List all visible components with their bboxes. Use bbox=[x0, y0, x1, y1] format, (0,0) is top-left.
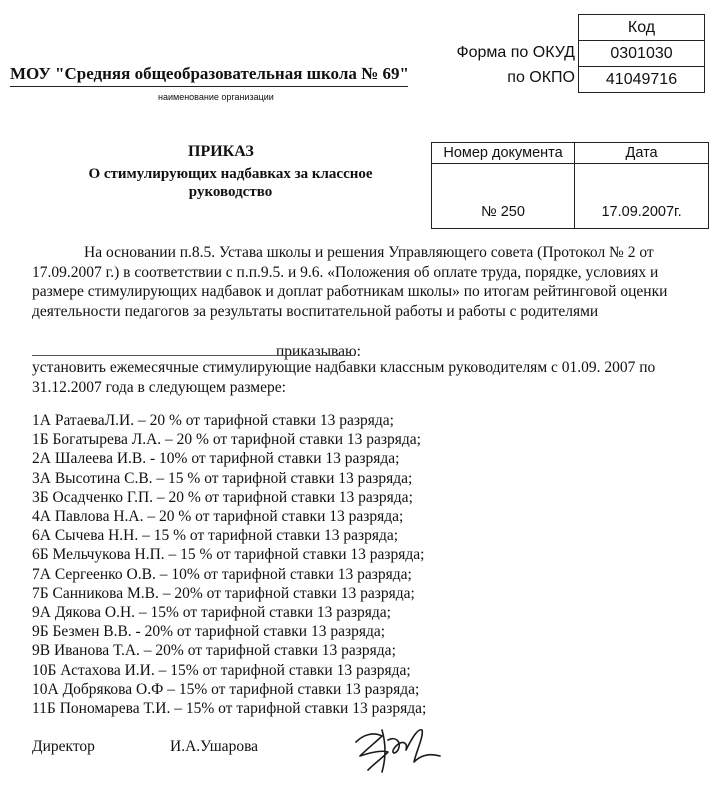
okpo-value: 41049716 bbox=[579, 67, 705, 93]
decision-text: установить ежемесячные стимулирующие надбавки классным руководителям с 01.09. 2007 по 31.12.2007 года в следующем размере: bbox=[32, 359, 656, 396]
basis-paragraph: На основании п.8.5. Устава школы и решения Управляющего совета (Протокол № 2 от 17.09.2007 г.) в соответствии с п.п.9.5. и 9.6. «Положения об оплате труда, порядке, условиях и размере стимулирующих надбавок и доплат работникам школы» по итогам рейтинговой оценки деятельности педагогов за результаты воспитательной работы и работы с родителями bbox=[32, 244, 668, 320]
number-header: Номер документа bbox=[432, 143, 575, 164]
document-number: № 250 bbox=[432, 164, 575, 229]
list-item: 6А Сычева Н.Н. – 15 % от тарифной ставки 13 разряда; bbox=[32, 527, 399, 545]
document-number-table bbox=[431, 142, 709, 229]
list-item: 7А Сергеенко О.В. – 10% от тарифной ставки 13 разряда; bbox=[32, 565, 412, 583]
list-item: 9Б Безмен В.В. - 20% от тарифной ставки 13 разряда; bbox=[32, 623, 386, 641]
list-item: 10А Добрякова О.Ф – 15% от тарифной ставки 13 разряда; bbox=[32, 680, 420, 698]
document-title: ПРИКАЗ bbox=[188, 143, 254, 160]
organization-caption: наименование организации bbox=[158, 92, 274, 102]
allowance-list bbox=[32, 411, 426, 718]
list-item: 10Б Астахова И.И. – 15% от тарифной ставки 13 разряда; bbox=[32, 661, 411, 679]
organization-underline bbox=[10, 86, 408, 87]
list-item: 3А Высотина С.В. – 15 % от тарифной ставки 13 разряда; bbox=[32, 469, 413, 487]
list-item: 7Б Санникова М.В. – 20% от тарифной ставки 13 разряда; bbox=[32, 584, 415, 602]
code-table bbox=[578, 14, 705, 93]
handwritten-signature bbox=[352, 722, 447, 777]
list-item: 11Б Пономарева Т.И. – 15% от тарифной ставки 13 разряда; bbox=[32, 700, 427, 718]
director-role: Директор bbox=[32, 738, 95, 755]
list-item: 9В Иванова Т.А. – 20% от тарифной ставки 13 разряда; bbox=[32, 642, 396, 660]
order-divider bbox=[32, 355, 355, 356]
director-name: И.А.Ушарова bbox=[170, 738, 259, 755]
list-item: 2А Шалеева И.В. - 10% от тарифной ставки 13 разряда; bbox=[32, 450, 400, 468]
okud-label: Форма по ОКУД bbox=[456, 44, 575, 61]
list-item: 1А РатаеваЛ.И. – 20 % от тарифной ставки 13 разряда; bbox=[32, 412, 394, 429]
okud-value: 0301030 bbox=[579, 41, 705, 67]
list-item: 3Б Осадченко Г.П. – 20 % от тарифной ставки 13 разряда; bbox=[32, 488, 413, 506]
okpo-label: по ОКПО bbox=[507, 69, 575, 86]
list-item: 4А Павлова Н.А. – 20 % от тарифной ставки 13 разряда; bbox=[32, 508, 404, 526]
list-item: 6Б Мельчукова Н.П. – 15 % от тарифной ставки 13 разряда; bbox=[32, 546, 425, 564]
document-subtitle: О стимулирующих надбавках за классное руководство bbox=[88, 166, 373, 200]
organization-name: МОУ "Средняя общеобразовательная школа № 69" bbox=[10, 64, 409, 83]
date-header: Дата bbox=[575, 143, 709, 164]
order-word: приказываю: bbox=[276, 343, 361, 360]
list-item: 1Б Богатырева Л.А. – 20 % от тарифной ставки 13 разряда; bbox=[32, 431, 421, 449]
list-item: 9А Дякова О.Н. – 15% от тарифной ставки 13 разряда; bbox=[32, 604, 391, 622]
code-header: Код bbox=[579, 15, 705, 41]
document-date: 17.09.2007г. bbox=[575, 164, 709, 229]
